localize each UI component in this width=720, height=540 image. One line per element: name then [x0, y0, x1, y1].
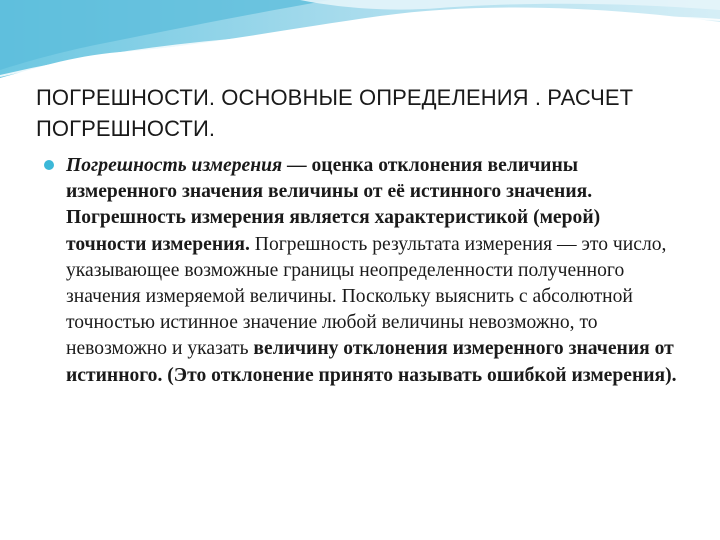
- deviation-definition: величину отклонения измеренного значения от истинного. (Это отклонение принято называть ошибкой измерения).: [66, 338, 677, 386]
- slide-title-line-1: ПОГРЕШНОСТИ. ОСНОВНЫЕ ОПРЕДЕЛЕНИЯ . РАСЧЕТ: [36, 85, 634, 110]
- term-measurement-error: Погрешность измерения: [66, 155, 283, 176]
- slide-title-line-2: ПОГРЕШНОСТИ.: [36, 116, 216, 141]
- slide-title: [36, 82, 686, 144]
- body-paragraph: [66, 153, 684, 389]
- definition-measurement-error: — оценка отклонения величины измеренного значения величины от её истинного значения. Погрешность измерения является характеристикой (мерой) точности измерения.: [66, 155, 601, 255]
- header-wave-decoration: [0, 0, 720, 80]
- result-error-explanation: Погрешность результата измерения — это число, указывающее возможные границы неопределенности полученного значения измеряемой величины. Поскольку выяснить с абсолютной точностью истинное значение любой величины невозможно, то невозможно и указать: [66, 233, 667, 360]
- slide-content: [44, 153, 684, 389]
- bullet-dot-icon: [44, 160, 54, 170]
